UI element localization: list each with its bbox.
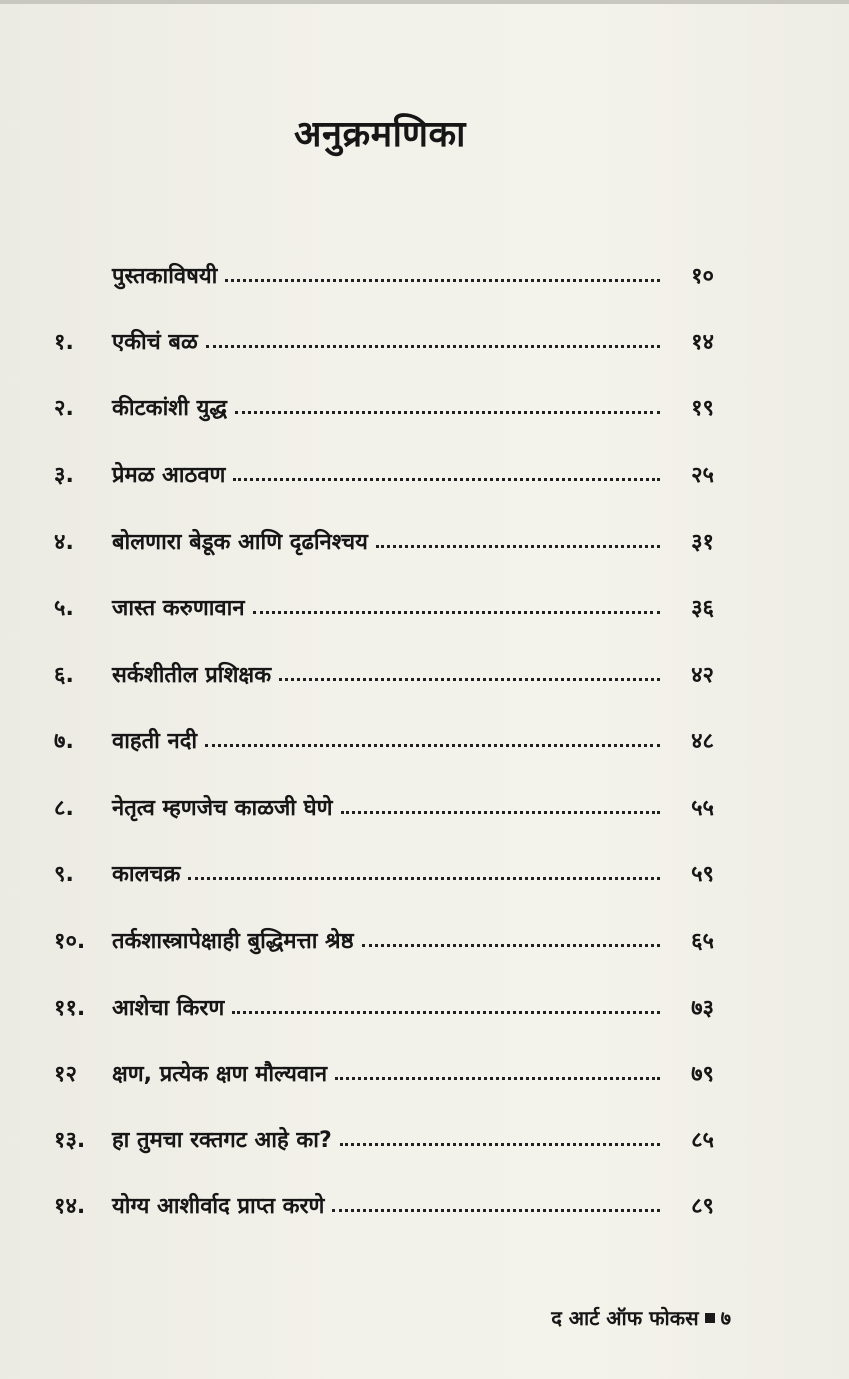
toc-entry-page: २५ xyxy=(691,463,714,488)
toc-leader-dots xyxy=(376,545,660,548)
toc-entry-number: २. xyxy=(54,396,74,421)
page-footer xyxy=(551,1304,731,1331)
toc-entry-title: जास्त करुणावान xyxy=(112,596,245,621)
toc-entry-title: हा तुमचा रक्तगट आहे का? xyxy=(112,1128,332,1153)
toc-entry-title: आशेचा किरण xyxy=(112,996,225,1021)
toc-leader-dots xyxy=(233,478,660,481)
page-top-edge xyxy=(0,0,849,4)
toc-entry xyxy=(54,316,714,356)
square-bullet-icon xyxy=(705,1313,715,1323)
toc-entry-page: ३१ xyxy=(691,530,714,555)
toc-entry-title: तर्कशास्त्रापेक्षाही बुद्धिमत्ता श्रेष्ठ xyxy=(112,929,354,954)
toc-entry-number: ७. xyxy=(54,729,74,754)
toc-entry-number: ११. xyxy=(54,996,86,1021)
toc-entry-page: १० xyxy=(691,264,714,289)
toc-entry xyxy=(54,848,714,888)
toc-leader-dots xyxy=(225,279,660,282)
toc-entry-page: ५९ xyxy=(691,862,714,887)
toc-entry xyxy=(54,1114,714,1154)
toc-entry xyxy=(54,582,714,622)
toc-entry-number: १. xyxy=(54,330,74,355)
toc-entry-number: १०. xyxy=(54,929,86,954)
toc-entry-number: ४. xyxy=(54,530,74,555)
toc-entry-page: ८९ xyxy=(691,1194,714,1219)
toc-leader-dots xyxy=(188,877,660,880)
toc-entry-title: कालचक्र xyxy=(112,862,181,887)
toc-leader-dots xyxy=(340,1143,660,1146)
toc-entry xyxy=(54,250,714,290)
toc-entry-title: सर्कशीतील प्रशिक्षक xyxy=(112,663,272,688)
toc-entry-number: १३. xyxy=(54,1128,86,1153)
toc-entry-title: पुस्तकाविषयी xyxy=(112,264,218,289)
toc-entry-number: ३. xyxy=(54,463,74,488)
footer-page-number: ७ xyxy=(720,1306,731,1330)
toc-entry xyxy=(54,982,714,1022)
toc-entry-number: ६. xyxy=(54,663,74,688)
toc-entry-page: ४८ xyxy=(691,729,714,754)
toc-entry-number: १४. xyxy=(54,1194,86,1219)
toc-entry-title: क्षण, प्रत्येक क्षण मौल्यवान xyxy=(112,1062,328,1087)
toc-entry-title: प्रेमळ आठवण xyxy=(112,463,226,488)
toc-entry-number: १२ xyxy=(54,1062,77,1087)
toc-leader-dots xyxy=(235,411,660,414)
toc-entry-page: ३६ xyxy=(691,596,714,621)
toc-entry-page: १९ xyxy=(691,396,714,421)
toc-entry xyxy=(54,649,714,689)
toc-leader-dots xyxy=(205,744,660,747)
toc-leader-dots xyxy=(332,1209,660,1212)
toc-entry-number: ८. xyxy=(54,796,74,821)
toc-entry xyxy=(54,1180,714,1220)
toc-entry-page: ६५ xyxy=(691,929,714,954)
toc-entry-page: ४२ xyxy=(691,663,714,688)
toc-leader-dots xyxy=(362,944,660,947)
toc-leader-dots xyxy=(279,678,660,681)
toc-entry-title: बोलणारा बेडूक आणि दृढनिश्चय xyxy=(112,530,368,555)
toc-leader-dots xyxy=(232,1011,660,1014)
toc-entry-page: ७९ xyxy=(691,1062,714,1087)
toc-leader-dots xyxy=(253,611,660,614)
toc-entry-number: ९. xyxy=(54,862,74,887)
toc-entry-page: ८५ xyxy=(691,1128,714,1153)
toc-entry-page: ७३ xyxy=(691,996,714,1021)
footer-book-title: द आर्ट ऑफ फोकस xyxy=(551,1306,699,1330)
toc-entry-title: नेतृत्व म्हणजेच काळजी घेणे xyxy=(112,796,333,821)
toc-entry xyxy=(54,915,714,955)
toc-entry xyxy=(54,715,714,755)
toc-entry xyxy=(54,516,714,556)
toc-entry-number: ५. xyxy=(54,596,74,621)
toc-entry xyxy=(54,449,714,489)
page-title: अनुक्रमणिका xyxy=(294,114,466,155)
toc-leader-dots xyxy=(341,811,660,814)
toc-entry-title: वाहती नदी xyxy=(112,729,198,754)
toc-entry-title: कीटकांशी युद्ध xyxy=(112,396,227,421)
toc-entry-title: योग्य आशीर्वाद प्राप्त करणे xyxy=(112,1194,325,1219)
toc-entry-page: ५५ xyxy=(691,796,714,821)
toc-leader-dots xyxy=(206,345,660,348)
toc-entry xyxy=(54,382,714,422)
toc-entry-title: एकीचं बळ xyxy=(112,330,198,355)
toc-entry-page: १४ xyxy=(691,330,714,355)
toc-entry xyxy=(54,1048,714,1088)
toc-entry xyxy=(54,782,714,822)
toc-leader-dots xyxy=(335,1077,660,1080)
